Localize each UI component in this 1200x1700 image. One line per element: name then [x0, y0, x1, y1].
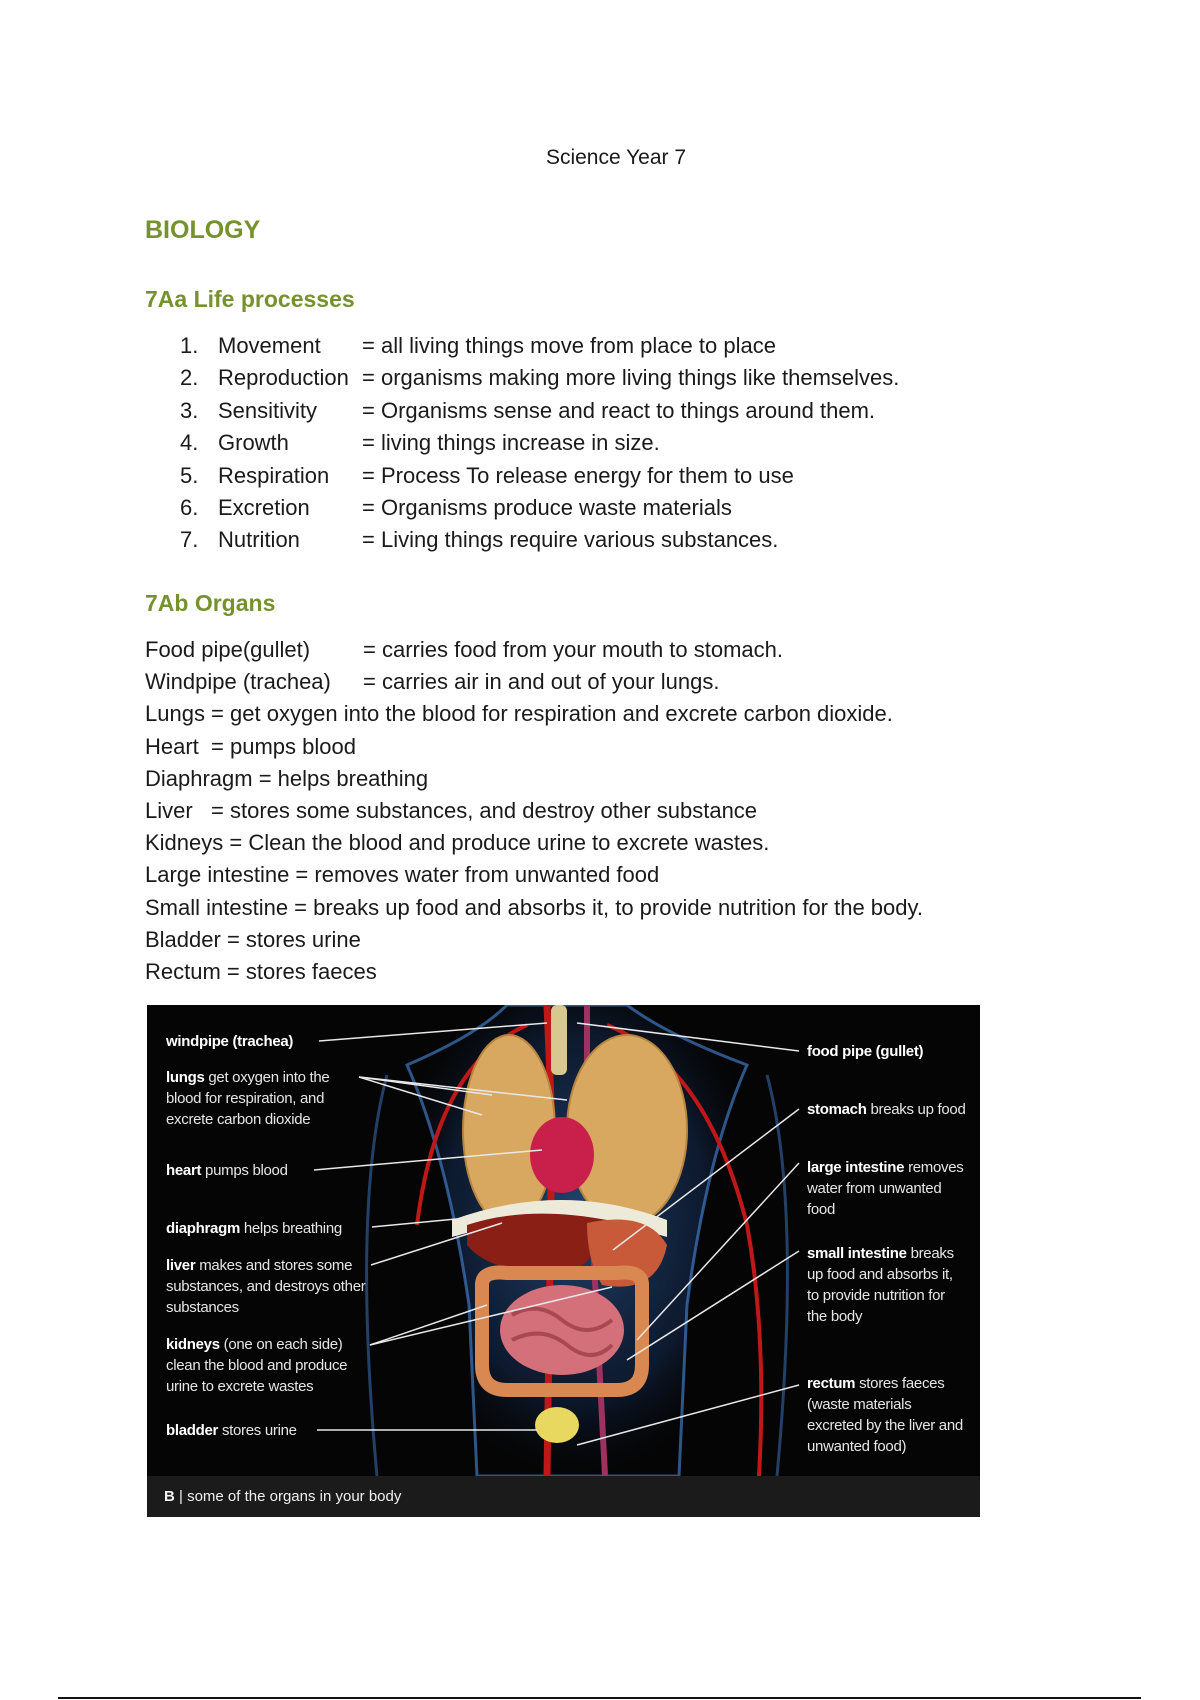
figure-caption: B | some of the organs in your body: [147, 1476, 980, 1517]
label-liver: liver makes and stores some substances, and destroys other substances: [166, 1257, 366, 1316]
life-processes-heading: 7Aa Life processes: [145, 286, 355, 312]
list-item: 1. Movement = all living things move from place to place: [180, 333, 776, 358]
organs-figure: [147, 1005, 980, 1517]
label-diaphragm: diaphragm helps breathing: [166, 1220, 342, 1237]
label-bladder: bladder stores urine: [166, 1422, 297, 1439]
label-rectum: rectum stores faeces (waste materials excreted by the liver and unwanted food): [807, 1375, 963, 1455]
label-kidneys: kidneys (one on each side) clean the blood and produce urine to excrete wastes: [166, 1336, 348, 1395]
organ-line: Heart = pumps blood: [145, 733, 356, 759]
organ-line: Kidneys = Clean the blood and produce urine to excrete wastes.: [145, 830, 770, 856]
list-item: 6. Excretion = Organisms produce waste materials: [180, 494, 732, 520]
organ-line: Food pipe(gullet) = carries food from your mouth to stomach.: [145, 637, 784, 662]
list-item: 5. Respiration = Process To release energy for them to use: [180, 462, 794, 488]
organ-line: Liver = stores some substances, and destroy other substance: [145, 797, 758, 823]
label-small-intestine: small intestine breaks up food and absorbs it, to provide nutrition for the body: [807, 1245, 954, 1325]
list-item: 3. Sensitivity = Organisms sense and react to things around them.: [180, 397, 876, 423]
organ-line: Lungs = get oxygen into the blood for respiration and excrete carbon dioxide.: [145, 701, 893, 727]
label-heart: heart pumps blood: [166, 1162, 288, 1179]
bottom-rule: [58, 1697, 1141, 1699]
label-windpipe: windpipe (trachea): [166, 1033, 294, 1050]
list-item: 7. Nutrition = Living things require various substances.: [180, 527, 779, 553]
label-large-intestine: large intestine removes water from unwanted food: [807, 1159, 964, 1218]
organ-line: Bladder = stores urine: [145, 926, 361, 952]
organs-list: [145, 634, 923, 988]
organ-line: Small intestine = breaks up food and absorbs it, to provide nutrition for the body.: [145, 894, 923, 920]
label-stomach: stomach breaks up food: [807, 1101, 966, 1118]
subject-heading: BIOLOGY: [145, 216, 261, 244]
organ-line: Large intestine = removes water from unwanted food: [145, 862, 660, 888]
organ-line: Windpipe (trachea) = carries air in and out of your lungs.: [145, 669, 720, 695]
list-item: 2. Reproduction = organisms making more living things like themselves.: [180, 365, 900, 391]
organ-line: Rectum = stores faeces: [145, 958, 377, 984]
life-processes-list: [180, 330, 899, 557]
label-lungs: lungs get oxygen into the blood for respiration, and excrete carbon dioxide: [166, 1069, 330, 1128]
organ-line: Diaphragm = helps breathing: [145, 765, 429, 791]
list-item: 4. Growth = living things increase in size.: [180, 430, 660, 456]
label-food-pipe: food pipe (gullet): [807, 1043, 924, 1060]
page-title: Science Year 7: [545, 146, 687, 169]
organs-heading: 7Ab Organs: [145, 590, 276, 616]
